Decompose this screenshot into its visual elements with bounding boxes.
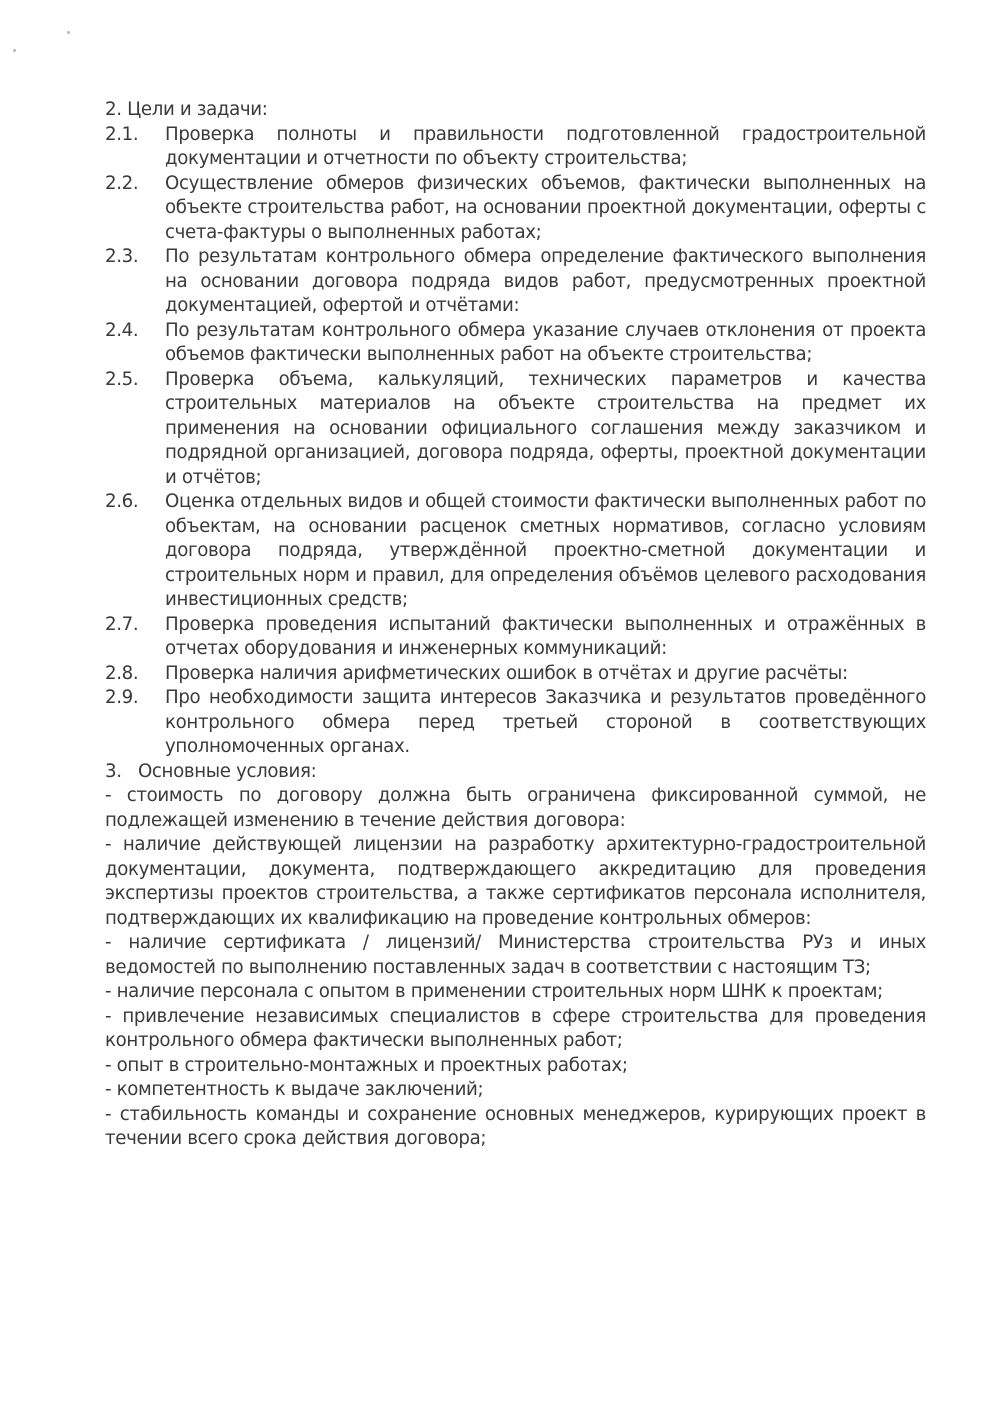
condition-item: - привлечение независимых специалистов в сфере строительства для проведения контрольного обмера фактически выполненных работ; xyxy=(105,1005,926,1051)
item-text: Оценка отдельных видов и общей стоимости фактически выполненных работ по объектам, на основании расценок сметных нормативов, согласно условиям договора подряда, утверждённой проектно-сметной документации и строительных норм и правил, для определения объёмов целевого расходования инвестиционных средств; xyxy=(165,491,926,610)
goals-list xyxy=(105,123,926,760)
list-item xyxy=(105,368,926,491)
section-3-title: 3. Основные условия: xyxy=(105,760,317,782)
item-text: По результатам контрольного обмера определение фактического выполнения на основании договора подряда видов работ, предусмотренных проектной документацией, офертой и отчётами: xyxy=(165,246,926,316)
item-text: Проверка наличия арифметических ошибок в отчётах и другие расчёты: xyxy=(165,662,848,684)
item-number: 2.2. xyxy=(105,172,139,194)
item-text: Проверка полноты и правильности подготовленной градостроительной документации и отчетности по объекту строительства; xyxy=(165,123,926,169)
condition-item: - наличие сертификата / лицензий/ Министерства строительства РУз и иных ведомостей по выполнению поставленных задач в соответствии с настоящим ТЗ; xyxy=(105,932,926,978)
item-text: По результатам контрольного обмера указание случаев отклонения от проекта объемов фактически выполненных работ на объекте строительства; xyxy=(165,319,926,365)
list-item xyxy=(105,123,926,172)
list-item xyxy=(105,245,926,319)
item-number: 2.7. xyxy=(105,613,139,635)
item-number: 2.9. xyxy=(105,687,139,708)
item-text: Про необходимости защита интересов Заказчика и результатов проведённого контрольного обмера перед третьей стороной в соответствующих уполномоченных органах. xyxy=(165,687,926,757)
list-item xyxy=(105,490,926,613)
condition-item: - компетентность к выдаче заключений; xyxy=(105,1079,484,1100)
list-item xyxy=(105,319,926,368)
item-text: Осуществление обмеров физических объемов, фактически выполненных на объекте строительства работ, на основании проектной документации, оферты с счета-фактуры о выполненных работах; xyxy=(165,172,926,243)
scan-speck xyxy=(13,49,16,52)
section-2-title: 2. Цели и задачи: xyxy=(105,99,268,120)
list-item xyxy=(105,172,926,246)
condition-item: - наличие действующей лицензии на разработку архитектурно-градостроительной документации, документа, подтверждающего аккредитацию для проведения экспертизы проектов строительства, а также сертификатов персонала исполнителя, подтверждающих их квалификацию на проведение контрольных обмеров: xyxy=(105,834,926,929)
condition-item: - стоимость по договору должна быть ограничена фиксированной суммой, не подлежащей изменению в течение действия договора: xyxy=(105,785,926,831)
item-number: 2.8. xyxy=(105,662,139,684)
scan-speck xyxy=(67,31,70,34)
item-number: 2.5. xyxy=(105,368,139,390)
condition-item: - стабильность команды и сохранение основных менеджеров, курирующих проект в течении всего срока действия договора; xyxy=(105,1103,926,1149)
item-number: 2.6. xyxy=(105,491,139,512)
document-page xyxy=(105,98,926,1152)
list-item xyxy=(105,613,926,662)
item-number: 2.1. xyxy=(105,123,139,145)
condition-item: - наличие персонала с опытом в применении строительных норм ШНК к проектам; xyxy=(105,981,883,1002)
list-item xyxy=(105,686,926,760)
item-text: Проверка объема, калькуляций, технических параметров и качества строительных материалов на объекте строительства на предмет их применения на основании официального соглашения между заказчиком и подрядной организацией, договора подряда, оферты, проектной документации и отчётов; xyxy=(165,368,926,488)
item-number: 2.3. xyxy=(105,246,139,267)
item-number: 2.4. xyxy=(105,319,139,341)
condition-item: - опыт в строительно-монтажных и проектных работах; xyxy=(105,1054,628,1076)
conditions-list xyxy=(105,784,926,1152)
item-text: Проверка проведения испытаний фактически выполненных и отражённых в отчетах оборудования и инженерных коммуникаций: xyxy=(165,613,926,659)
list-item xyxy=(105,662,926,687)
